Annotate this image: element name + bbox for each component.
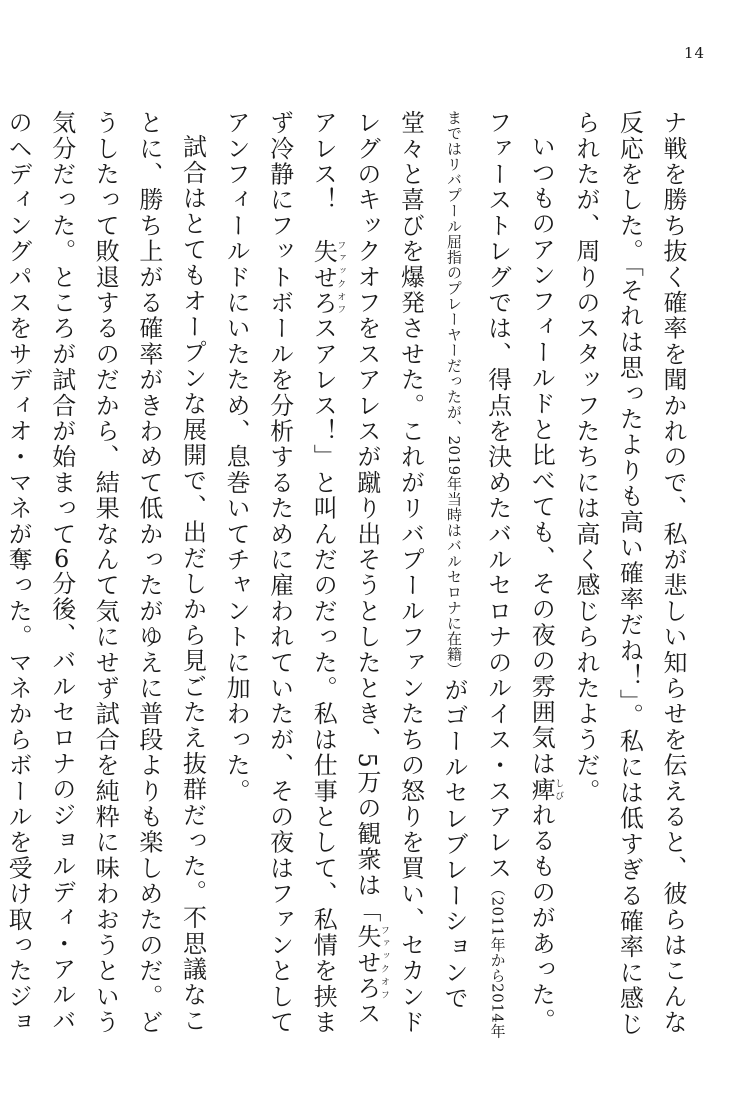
body-text: [4, 110, 694, 1050]
paragraph-1: [563, 110, 694, 1050]
ruby-chant-2: [309, 238, 346, 316]
ruby-base: 失せろ: [309, 238, 338, 316]
text-segment: ナ戦を勝ち抜く確率を聞かれので、私が悲しい知らせを伝えると、彼らはこんな反応をした。「それは思ったよりも高い確率だね！」。私には低すぎる確率に感じられたが、周りのスタッフたちには高く感じられたようだ。: [571, 110, 687, 1037]
text-segment: 試合はとてもオープンな展開で、出だしから見ごたえ抜群だった。不思議なことに、勝ち上がる確率がきわめて低かったがゆえに普段よりも楽しめたのだ。どうしたって敗退するのだから、結果なんて気にせず試合を純粋に味わおうという気分だった。ところが試合が始まって: [47, 110, 207, 1036]
paragraph-3: [0, 110, 213, 1050]
ruby-chant-1: [352, 923, 389, 1001]
suarez-note: （2011年から2014年まではリバプール屈指のプレーヤーだったが、2019年当時はバルセロナに在籍）: [445, 110, 507, 1039]
text-segment: 分後、バルセロナのジョルディ・アルバのヘディングパスをサディオ・マネが奪った。マネからボールを受け取ったジョ: [4, 110, 76, 1036]
ruby-shibi: [527, 776, 564, 803]
ruby-reading: ファックオフ: [335, 238, 346, 316]
ruby-base: 痺: [527, 776, 556, 803]
ruby-reading: しび: [553, 776, 564, 803]
paragraph-2: [213, 110, 563, 1050]
text-segment: れるものがあった。ファーストレグでは、得点を決めたバルセロナのルイス・スアレス: [483, 110, 556, 1034]
ruby-base: 失せろ: [352, 923, 381, 1001]
text-segment: いつものアンフィールドと比べても、その夜の雰囲気は: [527, 134, 556, 777]
text-segment: スアレス！: [309, 110, 381, 1027]
text-segment: スアレス！」と叫んだのだった。私は仕事として、私情を挟まず冷静にフットボールを分析するために雇われていたが、その夜はファンとしてアンフィールドにいたため、息巻いてチャントに加わった。: [222, 110, 338, 1036]
number-six: 6: [54, 546, 70, 571]
ruby-reading: ファックオフ: [378, 923, 389, 1001]
text-segment: がゴールセレブレーションで堂々と喜びを爆発させた。これがリバプールファンたちの怒りを買い、セカンドレグのキックオフをスアレスが蹴り出そうとしたとき、5万の観衆は「: [352, 110, 469, 1036]
page-number: 14: [684, 44, 706, 62]
